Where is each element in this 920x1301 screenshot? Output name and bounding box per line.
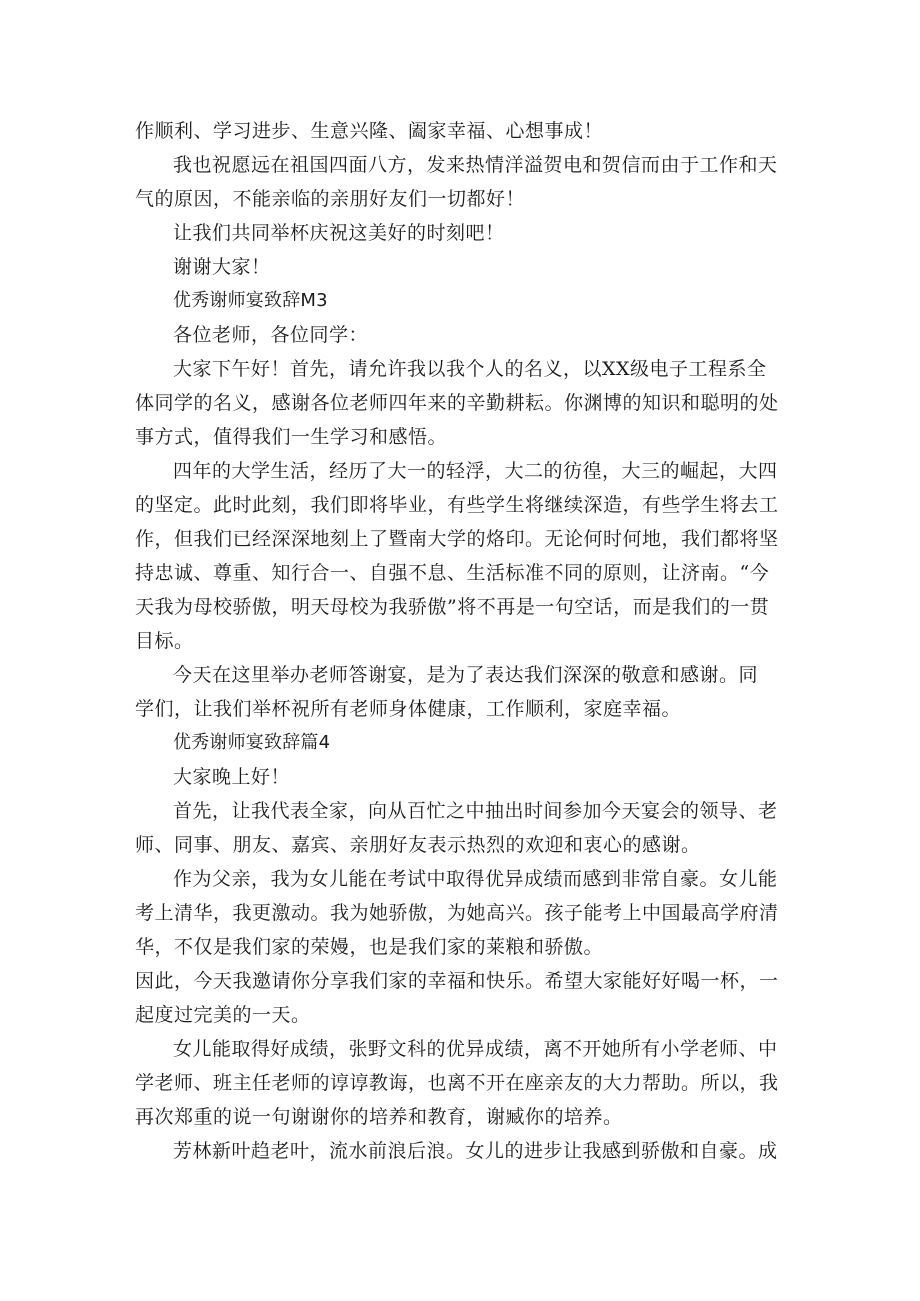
text-line: 首先，让我代表全家，向从百忙之中抽出时间参加今天宴会的领导、老: [173, 800, 778, 822]
document-body: [135, 114, 795, 1168]
text-line: 气的原因，不能亲临的亲朋好友们一切都好！: [135, 188, 526, 210]
text-line: 再次郑重的说一句谢谢你的培养和教育，谢臧你的培养。: [135, 1106, 623, 1128]
text-line: 大家晚上好！: [173, 766, 291, 788]
text-line: 作，但我们已经深深地刻上了暨南大学的烙印。无论何时何地，我们都将坚: [135, 528, 779, 550]
text-line: 体同学的名义，感谢各位老师四年来的辛勤耕耘。你渊博的知识和聪明的处: [135, 392, 779, 414]
text-line: 大家下午好！首先，请允许我以我个人的名义，以XX级电子工程系全: [173, 358, 767, 380]
text-line: 各位老师，各位同学：: [173, 324, 369, 346]
text-line: 谢谢大家！: [173, 256, 271, 278]
text-line: 我也祝愿远在祖国四面八方，发来热情洋溢贺电和贺信而由于工作和天: [173, 154, 778, 176]
text-line: 学老师、班主任老师的谆谆教诲，也离不开在座亲友的大力帮助。所以，我: [135, 1072, 779, 1094]
section-heading: 优秀谢师宴致辞篇4: [173, 732, 331, 753]
text-line: 因此，今天我邀请你分享我们家的幸福和快乐。希望大家能好好喝一杯，一: [135, 970, 779, 992]
text-line: 四年的大学生活，经历了大一的轻浮，大二的彷徨，大三的崛起，大四: [173, 460, 778, 482]
text-line: 作顺利、学习进步、生意兴隆、阖家幸福、心想事成！: [135, 120, 604, 142]
text-line: 芳林新叶趋老叶，流水前浪后浪。女儿的进步让我感到骄傲和自豪。成: [173, 1140, 778, 1162]
text-line: 让我们共同举杯庆祝这美好的时刻吧！: [173, 222, 505, 244]
text-line: 学们，让我们举杯祝所有老师身体健康，工作顺利，家庭幸福。: [135, 698, 682, 720]
text-line: 今天在这里举办老师答谢宴，是为了表达我们深深的敬意和感谢。同: [173, 664, 759, 686]
text-line: 考上清华，我更激动。我为她骄傲，为她高兴。孩子能考上中国最高学府清: [135, 902, 779, 924]
text-line: 事方式，值得我们一生学习和感悟。: [135, 426, 448, 448]
text-line: 师、同事、朋友、嘉宾、亲朋好友表示热烈的欢迎和衷心的感谢。: [135, 834, 701, 856]
text-line: 的坚定。此时此刻，我们即将毕业，有些学生将继续深造，有些学生将去工: [135, 494, 779, 516]
text-line: 华，不仅是我们家的荣嫚，也是我们家的莱粮和骄傲。: [135, 936, 604, 958]
text-line: 天我为母校骄傲，明天母校为我骄傲”将不再是一句空话，而是我们的一贯: [135, 596, 770, 618]
section-heading: 优秀谢师宴致辞M3: [173, 290, 328, 311]
text-line: 作为父亲，我为女儿能在考试中取得优异成绩而感到非常自豪。女儿能: [173, 868, 778, 890]
text-line: 女儿能取得好成绩，张野文科的优异成绩，离不开她所有小学老师、中: [173, 1038, 778, 1060]
text-line: 持忠诚、尊重、知行合一、自强不息、生活标准不同的原则，让济南。“今: [135, 562, 770, 584]
text-line: 起度过完美的一天。: [135, 1004, 311, 1026]
text-line: 目标。: [135, 630, 194, 652]
